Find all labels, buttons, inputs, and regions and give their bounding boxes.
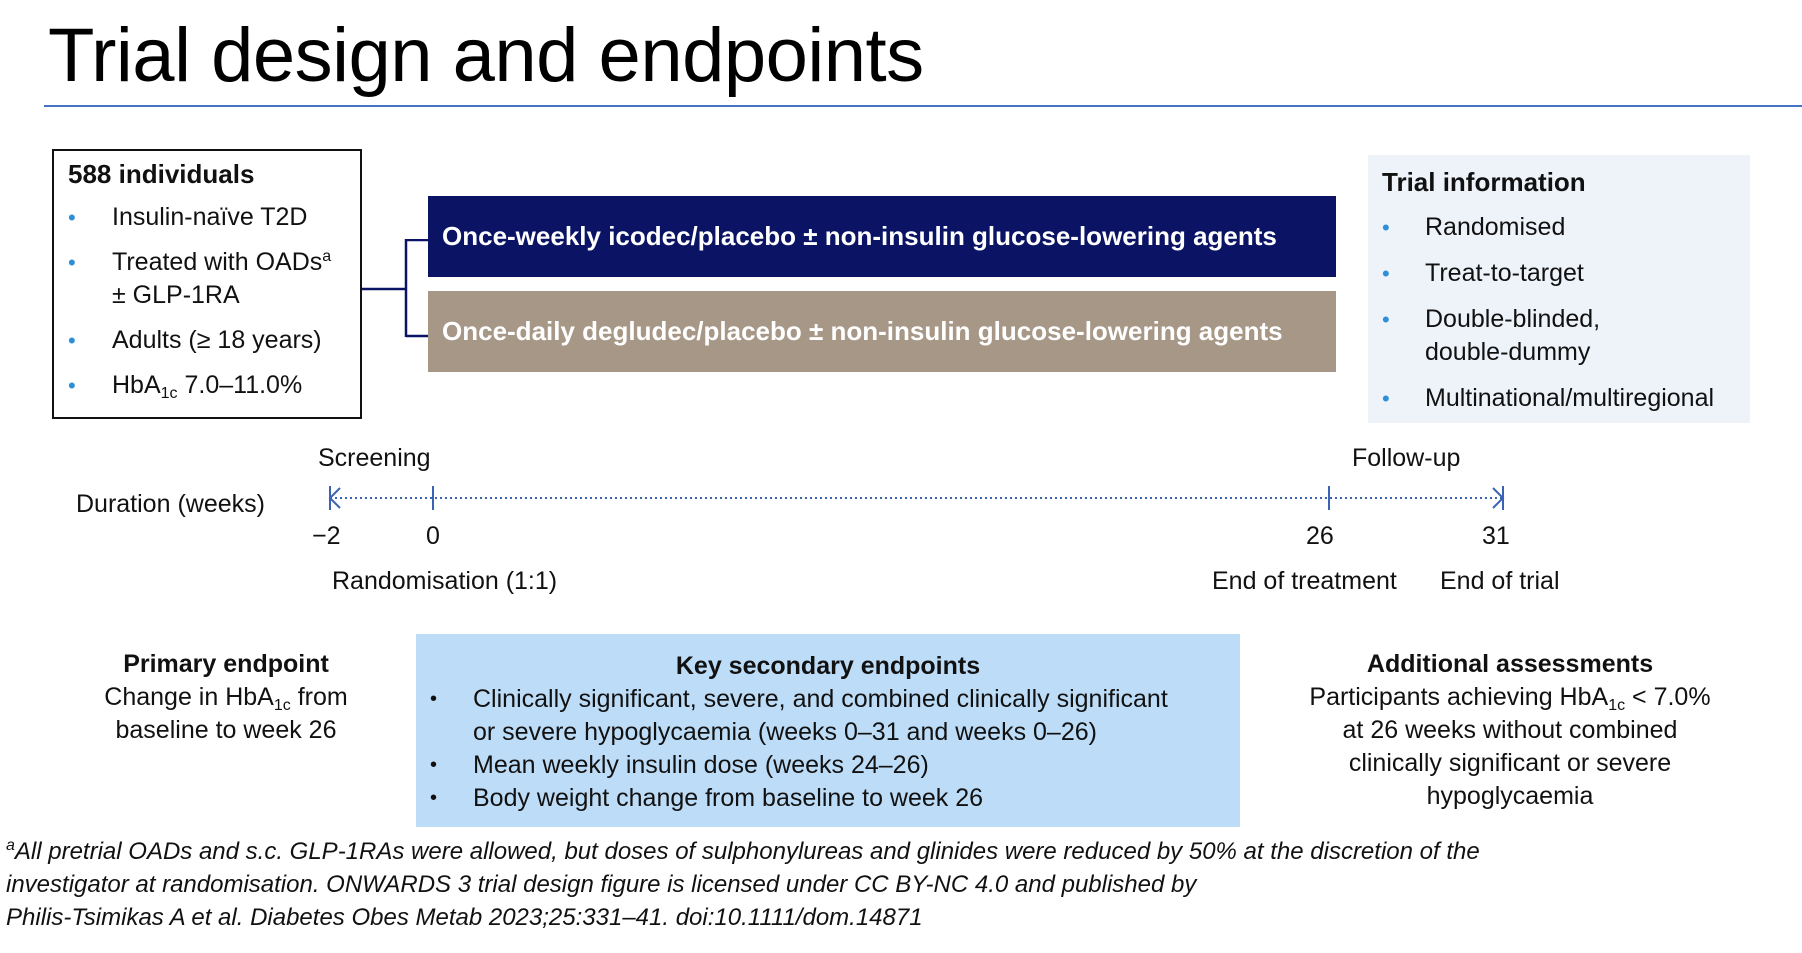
population-item: • Insulin-naïve T2D: [54, 201, 360, 234]
bullet-icon: •: [68, 373, 76, 398]
secondary-endpoints-header: Key secondary endpoints: [675, 652, 981, 680]
randomisation-bracket: [362, 239, 432, 339]
primary-endpoint-text-line2: baseline to week 26: [115, 716, 337, 744]
trial-info-item: • Treat-to-target: [1368, 257, 1750, 290]
footnote-line2: investigator at randomisation. ONWARDS 3 trial design figure is licensed under CC BY-NC 4.0 and published by: [6, 871, 1197, 898]
duration-label: Duration (weeks): [76, 490, 265, 518]
primary-endpoint-text: Change in HbA$_{1c}$ from: [104, 683, 348, 714]
primary-endpoint: [76, 648, 376, 747]
treatment-arm-icodec: Once-weekly icodec/placebo ± non-insulin glucose-lowering agents: [428, 196, 1336, 277]
bullet-icon: •: [430, 787, 438, 809]
bullet-icon: •: [1382, 261, 1390, 286]
footnote-marker: a: [6, 837, 15, 854]
followup-label: Follow-up: [1352, 444, 1461, 472]
trial-information-header: Trial information: [1382, 167, 1586, 197]
population-header: 588 individuals: [68, 159, 255, 189]
footnote: [6, 835, 1786, 934]
bullet-icon: •: [430, 688, 438, 710]
secondary-endpoint-item: • Clinically significant, severe, and combined clinically significant or severe hypoglycaemia (weeks 0–31 and weeks 0–26): [430, 685, 1168, 746]
additional-assessments-line3: clinically significant or severe: [1348, 749, 1672, 777]
trial-information-panel: [1368, 155, 1750, 423]
trial-info-item: • Randomised: [1368, 211, 1750, 244]
timeline-axis: [320, 480, 1520, 520]
additional-assessments-text: Participants achieving HbA$_{1c}$ < 7.0%: [1309, 683, 1711, 714]
footnote-line1: $^a$All pretrial OADs and s.c. GLP-1RAs were allowed, but doses of sulphonylureas and glinides were reduced by 50% at the discretion of the: [6, 837, 1480, 865]
trial-info-item: • Double-blinded, double-dummy: [1382, 305, 1601, 366]
footnote-marker: a: [322, 248, 332, 265]
population-item: • HbA$_{1c}$ 7.0–11.0%: [68, 371, 303, 402]
population-list: [54, 201, 360, 414]
secondary-endpoint-item: • Mean weekly insulin dose (weeks 24–26): [416, 749, 1240, 782]
title-divider: [44, 105, 1802, 107]
bullet-icon: •: [68, 328, 76, 353]
tick-label-26: 26: [1306, 522, 1334, 550]
additional-assessments-line2: at 26 weeks without combined: [1342, 716, 1678, 744]
bullet-icon: •: [1382, 386, 1390, 411]
additional-assessments-header: Additional assessments: [1366, 650, 1654, 678]
end-of-trial-label: End of trial: [1440, 567, 1560, 595]
additional-assessments-line4: hypoglycaemia: [1426, 782, 1594, 810]
tick-label-minus2: −2: [312, 522, 341, 550]
trial-info-item: • Multinational/multiregional: [1368, 382, 1750, 415]
additional-assessments: [1270, 648, 1750, 813]
bullet-icon: •: [1382, 307, 1390, 332]
randomisation-label: Randomisation (1:1): [332, 567, 558, 595]
treatment-arm-degludec: Once-daily degludec/placebo ± non-insulin glucose-lowering agents: [428, 291, 1336, 372]
secondary-endpoints-panel: [416, 634, 1240, 827]
primary-endpoint-header: Primary endpoint: [123, 650, 329, 678]
population-box: [52, 149, 362, 419]
bullet-icon: •: [68, 250, 76, 275]
slide-title: Trial design and endpoints: [48, 13, 924, 98]
tick-label-0: 0: [426, 522, 440, 550]
bullet-icon: •: [1382, 215, 1390, 240]
secondary-endpoint-item: • Body weight change from baseline to week 26: [416, 782, 1240, 815]
tick-label-31: 31: [1482, 522, 1510, 550]
bullet-icon: •: [430, 754, 438, 776]
screening-label: Screening: [318, 444, 431, 472]
population-item: • Adults (≥ 18 years): [54, 324, 360, 357]
population-item: • Treated with OADs$^a$ ± GLP-1RA: [68, 248, 332, 309]
end-of-treatment-label: End of treatment: [1212, 567, 1397, 595]
footnote-citation: Philis-Tsimikas A et al. Diabetes Obes Metab 2023;25:331–41. doi:10.1111/dom.14871: [6, 904, 923, 931]
trial-information-list: [1368, 211, 1750, 428]
secondary-endpoints-list: [416, 683, 1240, 815]
bullet-icon: •: [68, 205, 76, 230]
